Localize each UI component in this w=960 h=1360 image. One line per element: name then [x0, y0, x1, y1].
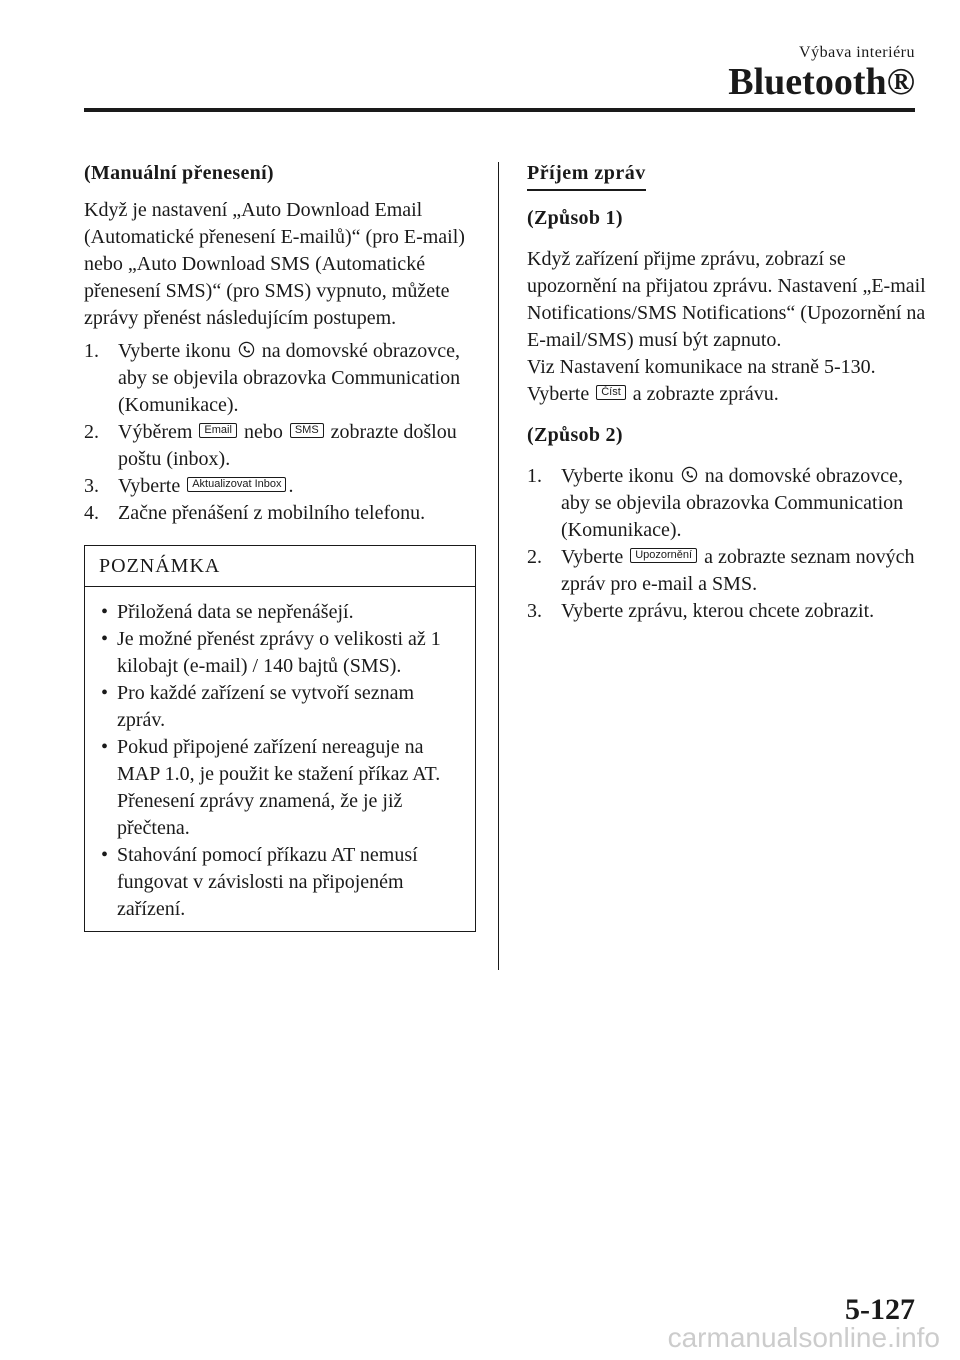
header-section: Výbava interiéru [799, 44, 915, 61]
communication-icon [238, 341, 255, 358]
step-text: nebo [243, 421, 283, 443]
step-number: 2. [84, 421, 99, 443]
bullet: • [101, 628, 109, 650]
communication-icon [681, 466, 698, 483]
note-text: Přiložená data se nepřenášejí. [117, 601, 354, 623]
step-number: 3. [527, 600, 542, 622]
notifications-key: Upozornění [630, 548, 697, 563]
list-item [99, 734, 461, 842]
sms-key: SMS [290, 423, 324, 438]
step-text: Vyberte ikonu [561, 465, 674, 487]
bullet: • [101, 736, 109, 758]
manual-transfer-heading: (Manuální přenesení) [84, 162, 274, 184]
note-title: POZNÁMKA [85, 546, 475, 587]
action-text: Vyberte [527, 383, 590, 405]
left-column [84, 160, 476, 932]
method1-action [527, 381, 927, 408]
header-rule [84, 108, 915, 112]
method2-heading: (Způsob 2) [527, 424, 623, 446]
action-text: a zobrazte zprávu. [632, 383, 779, 405]
list-item [84, 419, 476, 473]
list-item [84, 338, 476, 419]
step-text: Výběrem [118, 421, 193, 443]
step-number: 1. [527, 465, 542, 487]
bullet: • [101, 682, 109, 704]
list-item [84, 500, 476, 527]
method2-steps [527, 463, 927, 625]
step-text: Vyberte [118, 475, 181, 497]
step-text: zobrazte došlou poštu (inbox). [118, 421, 457, 470]
manual-transfer-steps [84, 338, 476, 527]
watermark: carmanualsonline.info [667, 1322, 940, 1353]
step-text: na domovské obrazovce, aby se objevila obrazovka Communication (Komunikace). [118, 340, 461, 416]
step-number: 4. [84, 502, 99, 524]
read-key: Číst [596, 385, 626, 400]
method1-reference: Viz Nastavení komunikace na straně 5-130. [527, 356, 876, 378]
column-divider [498, 162, 499, 970]
right-column [527, 160, 927, 625]
note-text: Pokud připojené zařízení nereaguje na MAP 1.0, je použit ke stažení příkaz AT. Přenesení zprávy znamená, že je již přečtena. [117, 736, 441, 839]
list-item [527, 544, 927, 598]
step-number: 1. [84, 340, 99, 362]
list-item [527, 598, 927, 625]
list-item [99, 626, 461, 680]
note-list [85, 587, 475, 931]
step-text: Vyberte [561, 546, 624, 568]
note-text: Je možné přenést zprávy o velikosti až 1 kilobajt (e-mail) / 140 bajtů (SMS). [117, 628, 441, 677]
method1-text: Když zařízení přijme zprávu, zobrazí se upozornění na přijatou zprávu. Nastavení „E-mail Notifications/SMS Notifications“ (Upozornění na E-mail/SMS) musí být zapnuto. [527, 248, 926, 351]
step-text: . [288, 475, 294, 497]
list-item [84, 473, 476, 500]
intro-paragraph: Když je nastavení „Auto Download Email (Automatické přenesení E-mailů)“ (pro E-mail) nebo „Auto Download SMS (Automatické přenesení SMS)“ (pro SMS) vypnuto, můžete zprávy přenést následujícím postupem. [84, 199, 465, 329]
bullet: • [101, 844, 109, 866]
step-text: Vyberte ikonu [118, 340, 231, 362]
update-inbox-key: Aktualizovat Inbox [187, 477, 286, 492]
list-item [99, 680, 461, 734]
list-item [99, 599, 461, 626]
note-text: Pro každé zařízení se vytvoří seznam zpráv. [117, 682, 415, 731]
page-number: 5-127 [845, 1293, 915, 1326]
page-title: Bluetooth® [728, 61, 915, 103]
method1-heading: (Způsob 1) [527, 207, 623, 229]
step-text: Začne přenášení z mobilního telefonu. [118, 502, 426, 524]
note-box [84, 545, 476, 932]
step-text: na domovské obrazovce, aby se objevila obrazovka Communication (Komunikace). [561, 465, 904, 541]
step-number: 2. [527, 546, 542, 568]
step-number: 3. [84, 475, 99, 497]
note-text: Stahování pomocí příkazu AT nemusí fungovat v závislosti na připojeném zařízení. [117, 844, 418, 920]
step-text: Vyberte zprávu, kterou chcete zobrazit. [561, 600, 875, 622]
step-text: a zobrazte seznam nových zpráv pro e-mail a SMS. [561, 546, 915, 595]
list-item [527, 463, 927, 544]
bullet: • [101, 601, 109, 623]
email-key: Email [199, 423, 237, 438]
list-item [99, 842, 461, 923]
section-title: Příjem zpráv [527, 160, 646, 191]
